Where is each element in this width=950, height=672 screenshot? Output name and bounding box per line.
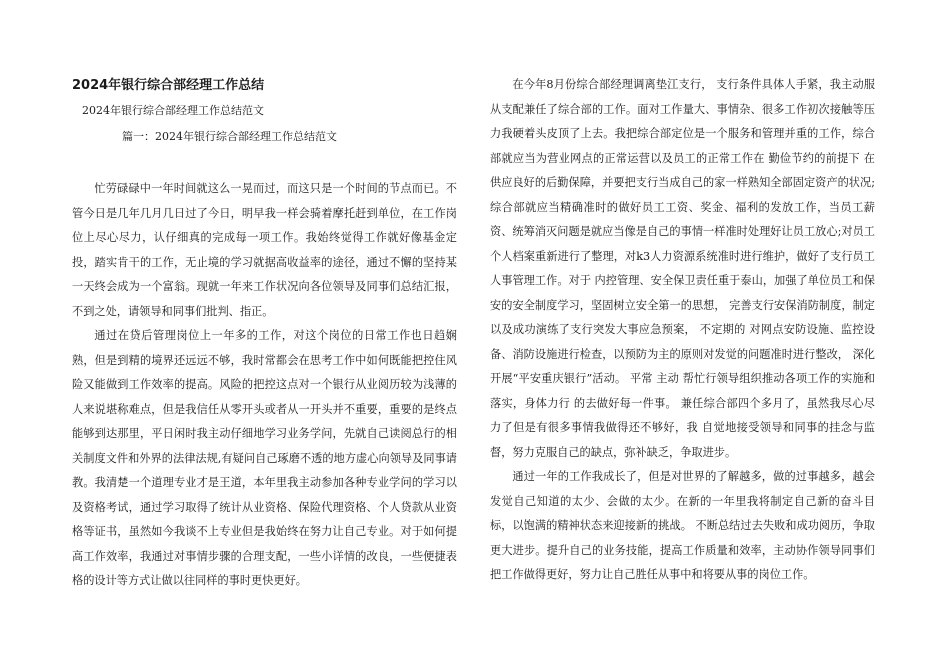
left-body: [72, 177, 457, 594]
paragraph: 忙劳碌碌中一年时间就这么一晃而过，而这只是一个时间的节点而已。不管今日是几年几月几日过了今日，明早我一样会骑着摩托赶到单位，在工作岗位上尽心尽力，认仔细真的完成每一项工作。我始终觉得工作就好像基金定投，踏实肯干的工作，无止境的学习就据高收益率的途径，通过不懈的坚持某一天终会成为一个富翁。现就一年来工作状况向各位领导及同事们总结汇报，不到之处，请领导和同事们批判、指正。: [72, 182, 457, 318]
paragraph: 通过一年的工作我成长了，但是对世界的了解越多，做的过事越多，越会发觉自己知道的太少、会做的太少。在新的一年里我将制定自己新的奋斗目标，以饱满的精神状态来迎接新的挑战。 不断总结过去失败和成功阅历，争取更大进步。提升自己的业务技能，提高工作质量和效率，主动协作领导同事们把工作做得更好，努力让自己胜任从事中和将要从事的岗位工作。: [490, 470, 875, 581]
document-subtitle: 2024年银行综合部经理工作总结范文: [82, 104, 264, 117]
right-body: [490, 73, 875, 588]
paragraph: 在今年8月份综合部经理调离垫江支行， 支行条件具体人手紧，我主动服从支配兼任了综合部的工作。面对工作量大、事情杂、很多工作初次接触等压力我硬着头皮顶了上去。我把综合部定位是一个服务和管理并重的工作，综合部就应当为营业网点的正常运营以及员工的正常工作在 勤俭节约的前提下 在供应良好的后勤保障，并要把支行当成自己的家一样熟知全部固定资产的状况;综合部就应当精确准时的做好员工工资、奖金、福利的发放工作，当员工薪资、统筹消灭问题是就应当像是自己的事情一样准时处理好让员工放心;对员工个人档案重新进行了整理，对k3人力资源系统准时进行维护，做好了支行员工人事管理工作。对于 内控管理、安全保卫责任重于泰山，加强了单位员工和保安的安全制度学习，坚固树立安全第一的思想， 完善支行安保消防制度，制定以及成功演练了支行突发大事应急预案， 不定期的 对网点安防设施、监控设备、消防设施进行检查，以预防为主的原则对发觉的问题准时进行整改， 深化开展“平安重庆银行”活动。 平常 主动 帮忙行领导组织推动各项工作的实施和落实，身体力行 的去做好每一件事。 兼任综合部四个多月了，虽然我尽心尽力了但是有很多事情我做得还不够好，我 自觉地接受领导和同事的挂念与监督，努力克服自己的缺点，弥补缺乏，争取进步。: [490, 78, 875, 459]
paragraph: 通过在贷后管理岗位上一年多的工作，对这个岗位的日常工作也日趋娴熟，但是到精的境界还远远不够，我时常都会在思考工作中如何既能把控住风险又能做到工作效率的提高。风险的把控这点对一个银行从业阅历较为浅薄的人来说堪称难点，但是我信任从零开头或者从一开头并不重要，重要的是终点能够到达那里，平日闲时我主动仔细地学习业务学问，先就自己读阅总行的相关制度文件和外界的法律法规,有疑问自己琢磨不透的地方虚心向领导及同事请教。我清楚一个道理专业才是王道，本年里我主动参加各种专业学问的学习以及资格考试，通过学习取得了统计从业资格、保险代理资格、个人贷款从业资格等证书，虽然如今我谈不上专业但是我始终在努力让自己专业。对于如何提高工作效率，我通过对事情步骤的合理支配，一些小详情的改良，一些便捷表格的设计等方式让做以往同样的事时更快更好。: [72, 329, 457, 587]
document-title: 2024年银行综合部经理工作总结: [72, 78, 265, 93]
section-heading: 篇一：2024年银行综合部经理工作总结范文: [122, 130, 337, 143]
